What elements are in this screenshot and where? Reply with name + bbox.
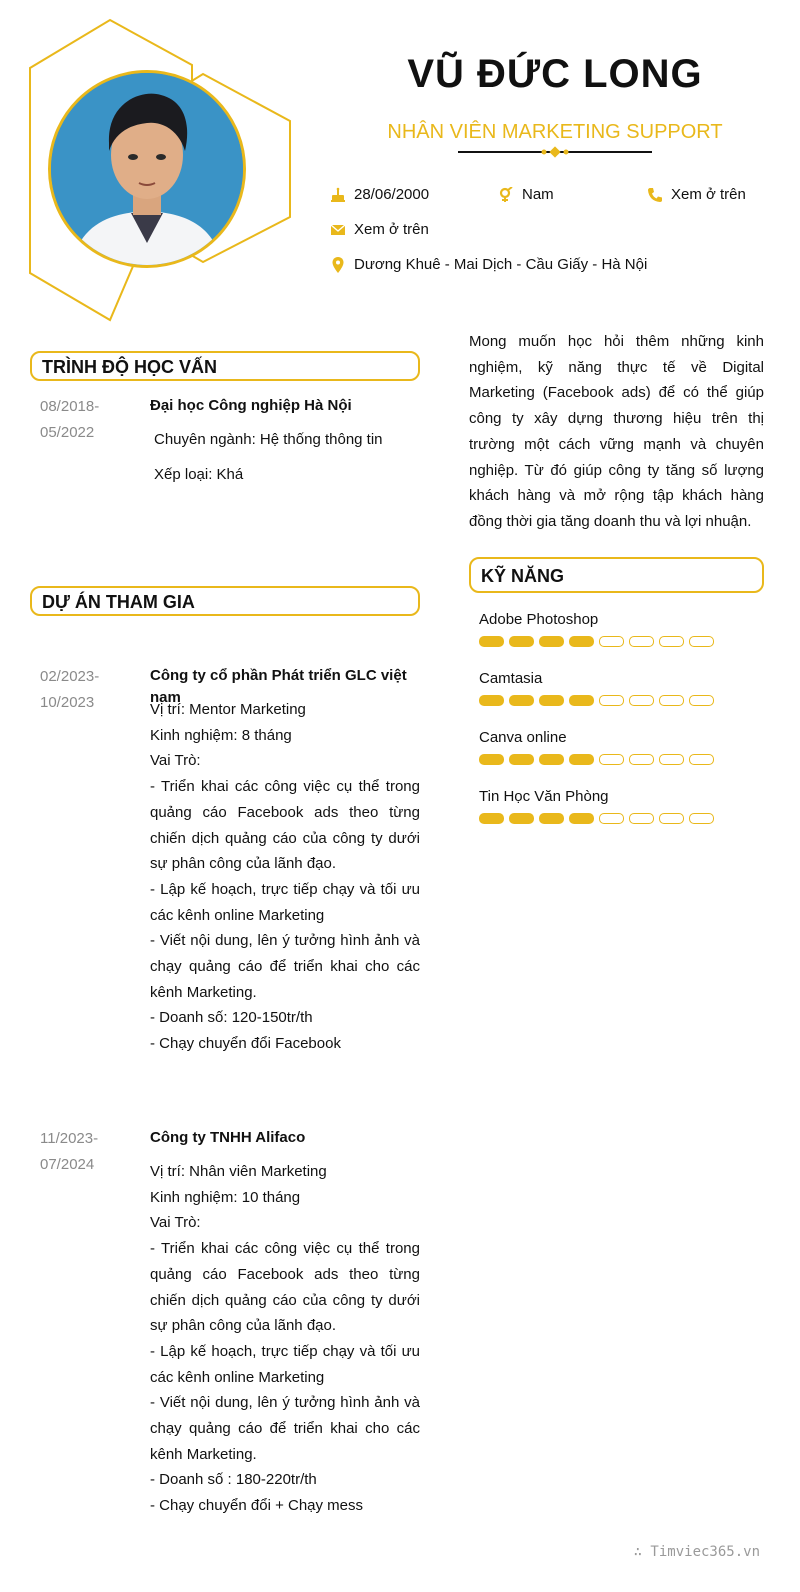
project-line: Kinh nghiệm: 10 tháng — [150, 1188, 301, 1206]
birthday-cake-icon — [330, 187, 346, 203]
project-details — [150, 697, 420, 1057]
education-date: 08/2018- 05/2022 — [40, 398, 100, 441]
skill-segment-empty — [599, 636, 624, 647]
project-line: - Viết nội dung, lên ý tưởng hình ảnh và chạy quảng cáo để triển khai cho các kênh Marketing. — [150, 932, 420, 1001]
skill-segment-filled — [479, 636, 504, 647]
portrait-photo — [51, 73, 243, 265]
education-grade: Xếp loại: Khá — [154, 466, 244, 483]
skill-item — [479, 611, 759, 670]
project-line: - Chạy chuyển đổi + Chạy mess — [150, 1497, 364, 1515]
skill-segment-filled — [479, 754, 504, 765]
project-company: Công ty TNHH Alifaco — [150, 1129, 306, 1146]
skill-level-bar — [479, 754, 759, 765]
project-line: Kinh nghiệm: 8 tháng — [150, 726, 292, 744]
skill-segment-filled — [509, 636, 534, 647]
skill-item — [479, 670, 759, 729]
skill-item — [479, 729, 759, 788]
avatar — [48, 70, 246, 268]
project-line: - Triển khai các công việc cụ thể trong quảng cáo Facebook ads theo từng chiến dịch quảng cáo của công ty dưới sự phân công của lãnh đạo. — [150, 1240, 420, 1335]
skill-segment-filled — [509, 813, 534, 824]
project-line: - Viết nội dung, lên ý tưởng hình ảnh và chạy quảng cáo để triển khai cho các kênh Marketing. — [150, 1394, 420, 1463]
education-section-title: TRÌNH ĐỘ HỌC VẤN — [30, 351, 420, 381]
projects-section-title: DỰ ÁN THAM GIA — [30, 586, 420, 616]
skill-segment-empty — [599, 695, 624, 706]
skill-segment-empty — [689, 754, 714, 765]
title-divider — [458, 146, 652, 158]
gender-icon — [498, 187, 514, 203]
project-date: 02/2023- 10/2023 — [40, 668, 100, 711]
address-value: Dương Khuê - Mai Dịch - Cầu Giấy - Hà Nội — [354, 256, 648, 273]
skill-segment-empty — [659, 636, 684, 647]
skills-list — [479, 611, 759, 847]
project-line: Vị trí: Mentor Marketing — [150, 701, 306, 718]
skill-segment-empty — [629, 636, 654, 647]
skill-name: Tin Học Văn Phòng — [479, 788, 609, 805]
skill-segment-empty — [599, 754, 624, 765]
skill-name: Adobe Photoshop — [479, 611, 599, 628]
skill-segment-filled — [509, 695, 534, 706]
skill-level-bar — [479, 813, 759, 824]
project-details — [150, 1159, 420, 1519]
skill-segment-empty — [629, 695, 654, 706]
skill-segment-empty — [659, 813, 684, 824]
envelope-icon — [330, 222, 346, 238]
skill-item — [479, 788, 759, 847]
skill-segment-filled — [539, 754, 564, 765]
watermark-text: ∴ Timviec365.vn — [633, 1544, 760, 1560]
skill-segment-filled — [479, 695, 504, 706]
job-title: NHÂN VIÊN MARKETING SUPPORT — [387, 121, 723, 143]
phone-info — [647, 186, 746, 203]
skill-segment-empty — [689, 636, 714, 647]
project-company: Công ty cổ phần Phát triển GLC việt nam — [150, 667, 407, 706]
skill-level-bar — [479, 636, 759, 647]
skill-segment-empty — [629, 813, 654, 824]
skill-segment-empty — [629, 754, 654, 765]
skill-segment-empty — [689, 813, 714, 824]
project-line: - Chạy chuyển đổi Facebook — [150, 1035, 341, 1053]
skill-segment-filled — [539, 695, 564, 706]
birthday-value: 28/06/2000 — [354, 186, 430, 203]
email-value: Xem ở trên — [354, 221, 429, 238]
project-line: - Lập kế hoạch, trực tiếp chạy và tối ưu các kênh online Marketing — [150, 1342, 420, 1386]
project-line: Vai Trò: — [150, 752, 201, 770]
project-line: Vị trí: Nhân viên Marketing — [150, 1163, 327, 1180]
skill-segment-filled — [509, 754, 534, 765]
skill-segment-empty — [659, 695, 684, 706]
skills-section-title: KỸ NĂNG — [469, 557, 764, 593]
education-major: Chuyên ngành: Hệ thống thông tin — [154, 431, 383, 448]
skill-segment-filled — [539, 636, 564, 647]
skill-name: Canva online — [479, 729, 567, 746]
school-name: Đại học Công nghiệp Hà Nội — [150, 397, 352, 414]
skill-level-bar — [479, 695, 759, 706]
skill-segment-filled — [569, 636, 594, 647]
location-pin-icon — [330, 257, 346, 273]
email-info — [330, 221, 429, 238]
skill-segment-filled — [569, 695, 594, 706]
skill-segment-empty — [599, 813, 624, 824]
gender-info — [498, 186, 554, 203]
gender-value: Nam — [522, 186, 554, 203]
project-line: - Doanh số: 120-150tr/th — [150, 1009, 313, 1027]
skill-segment-filled — [569, 813, 594, 824]
phone-icon — [647, 187, 663, 203]
skill-name: Camtasia — [479, 670, 543, 687]
candidate-name: VŨ ĐỨC LONG — [407, 52, 703, 96]
project-date: 11/2023- 07/2024 — [40, 1130, 99, 1173]
skill-segment-empty — [689, 695, 714, 706]
project-line: - Lập kế hoạch, trực tiếp chạy và tối ưu các kênh online Marketing — [150, 880, 420, 924]
career-objective: Mong muốn học hỏi thêm những kinh nghiệm, kỹ năng thực tế về Digital Marketing (Facebook ads) để có thể giúp công ty xây dựng thương hiệu trên thị trường một cách vững mạnh và chuyên nghiệp. Từ đó giúp công ty tăng số lượng khách hàng và mở rộng tập khách hàng đồng thời gia tăng doanh thu và lợi nhuận. — [469, 333, 764, 530]
skill-segment-empty — [659, 754, 684, 765]
project-line: - Doanh số : 180-220tr/th — [150, 1471, 317, 1489]
skill-segment-filled — [569, 754, 594, 765]
skill-segment-filled — [479, 813, 504, 824]
skill-segment-filled — [539, 813, 564, 824]
project-line: - Triển khai các công việc cụ thể trong quảng cáo Facebook ads theo từng chiến dịch quảng cáo của công ty dưới sự phân công của lãnh đạo. — [150, 778, 420, 873]
birthday-info — [330, 186, 429, 203]
phone-value: Xem ở trên — [671, 186, 746, 203]
address-info — [330, 256, 647, 273]
project-line: Vai Trò: — [150, 1214, 201, 1232]
